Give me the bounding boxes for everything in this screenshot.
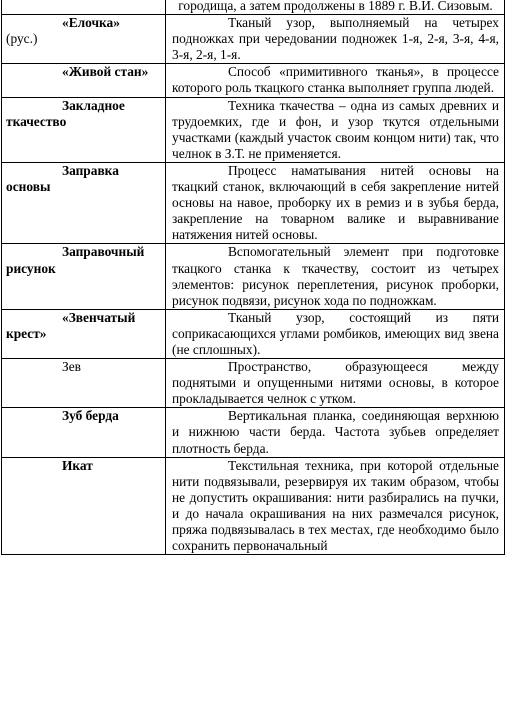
term-cell (2, 64, 166, 97)
table-row (2, 309, 505, 358)
term-cell (2, 244, 166, 309)
term-text: (рус.) (6, 31, 38, 47)
term-text: крест» (6, 325, 47, 341)
term-text: Зев (62, 359, 81, 375)
table-row (2, 457, 505, 555)
glossary-body (2, 0, 505, 555)
definition-cell (166, 15, 505, 64)
definition-cell (166, 0, 505, 15)
definition-text: Вертикальная планка, соединяющая верхнюю и нижнюю части берда. Частота зубьев определяет плотность берда. (172, 408, 499, 456)
definition-cell (166, 162, 505, 243)
definition-text: Процесс наматывания нитей основы на ткацкий станок, включающий в себя закрепление нитей основы на навое, проборку их в ремиз и в зубья берда, закрепление на товарном валике и выравнивание натяжения нитей основы. (172, 162, 499, 243)
term-cell (2, 309, 166, 358)
term-cell (2, 162, 166, 243)
definition-cell (166, 244, 505, 309)
definition-text: Пространство, образующееся между поднятыми и опущенными нитями основы, в которое прокладывается челнок с утком. (172, 359, 499, 407)
definition-cell (166, 359, 505, 408)
definition-text: Вспомогательный элемент при подготовке ткацкого станка к ткачеству, состоит из четырех элементов: рисунок переплетения, рисунок проборки, рисунок подвязи, рисунок хода по подножкам. (172, 244, 499, 308)
definition-text: Тканый узор, выполняемый на четырех подножках при чередовании подножек 1-я, 2-я, 3-я, 4-я, 3-я, 2-я, 1-я. (172, 15, 499, 63)
term-text: «Звенчатый (62, 309, 136, 325)
table-row (2, 244, 505, 309)
term-cell (2, 359, 166, 408)
definition-text: городища, а затем продолжены в 1889 г. В.И. Сизовым. (178, 0, 493, 13)
table-row (2, 15, 505, 64)
term-cell (2, 97, 166, 162)
term-cell (2, 408, 166, 457)
table-row (2, 408, 505, 457)
term-cell (2, 15, 166, 64)
definition-cell (166, 457, 505, 555)
term-text: «Елочка» (62, 15, 120, 31)
definition-text: Текстильная техника, при которой отдельные нити подвязывали, резервируя их таким образом, чтобы не допустить окрашивания: нити разбирались на пучки, и до начала окрашивания на них размечался рисунок, пряжа подвязывалась в тех местах, где необходимо было сохранить первоначальный (172, 457, 499, 554)
term-text: Заправка (62, 162, 119, 178)
term-cell (2, 0, 166, 15)
term-cell (2, 457, 166, 555)
table-row (2, 64, 505, 97)
table-row (2, 162, 505, 243)
glossary-table (1, 0, 505, 555)
term-text: Зуб берда (62, 408, 119, 424)
term-text: ткачество (6, 113, 67, 129)
table-row (2, 359, 505, 408)
definition-text: Тканый узор, состоящий из пяти соприкасающихся углами ромбиков, имеющих вид звена (не сплошных). (172, 309, 499, 357)
term-text: «Живой стан» (62, 64, 149, 80)
definition-cell (166, 64, 505, 97)
definition-text: Способ «примитивного тканья», в процессе которого роль ткацкого станка выполняет группа людей. (172, 64, 499, 96)
table-row (2, 0, 505, 15)
term-text: рисунок (6, 260, 56, 276)
term-text: Икат (62, 457, 93, 473)
term-text: основы (6, 179, 51, 195)
definition-cell (166, 309, 505, 358)
definition-cell (166, 97, 505, 162)
definition-text: Техника ткачества – одна из самых древних и трудоемких, где и фон, и узор ткутся отдельными участками (каждый участок своим концом нити) так, что челнок в З.Т. не применяется. (172, 97, 499, 161)
table-row (2, 97, 505, 162)
term-text: Заправочный (62, 244, 145, 260)
term-text: Закладное (62, 97, 125, 113)
definition-cell (166, 408, 505, 457)
